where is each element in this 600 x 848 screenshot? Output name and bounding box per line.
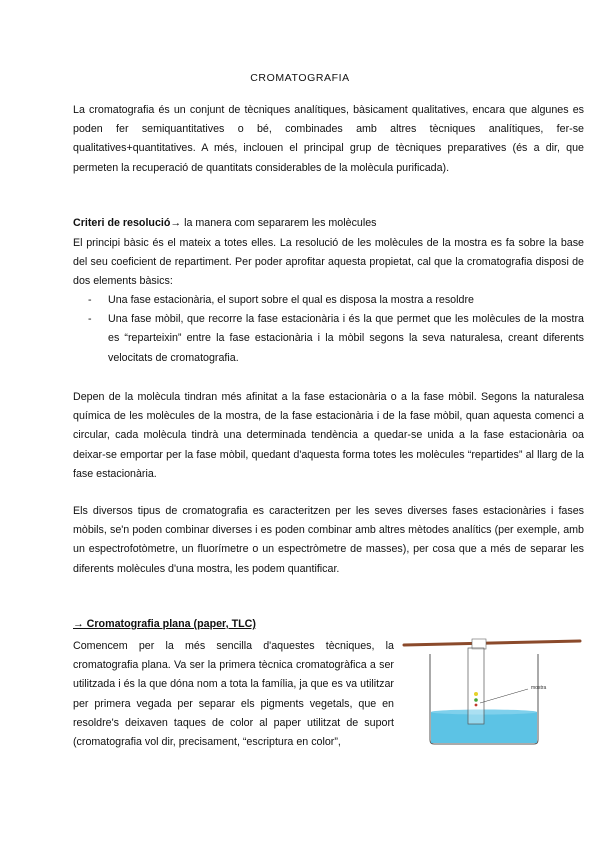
spot-red <box>475 704 478 707</box>
paper-strip <box>468 648 484 724</box>
page-title: CROMATOGRAFIA <box>250 72 350 84</box>
list-item: - Una fase estacionària, el suport sobre el qual es disposa la mostra a resoldre <box>88 291 584 310</box>
afinitat-paragraph: Depen de la molècula tindran més afinitat a la fase estacionària o a la fase mòbil. Segons la naturalesa química de les molècules de la mostra, de la fase estacionària i de la fase mòbil, quan aquesta comenci a circular, cada molècula tindrà una determinada tendència a quedar-se unida a la fase estacionària oa deixar-se emportar per la fase mòbil, quedant d'aquesta forma totes les molècules “repartides” al llarg de la fase estacionària. <box>73 391 584 480</box>
spot-green <box>474 698 478 702</box>
list-item: - Una fase mòbil, que recorre la fase estacionària i és la que permet que les molècules de la mostra es “reparteixin” entre la fase estacionària i la mòbil segons la seva naturalesa, creant diferents velocitats de cromatografia. <box>88 310 584 368</box>
label-pointer <box>480 689 528 703</box>
paper-clip <box>472 639 486 649</box>
criteri-heading-rest: → la manera com separarem les molècules <box>170 217 377 229</box>
criteri-heading <box>73 214 584 233</box>
phase-list <box>88 291 584 368</box>
criteri-heading-bold: Criteri de resolució <box>73 217 171 229</box>
chromatography-figure <box>400 636 590 746</box>
criteri-paragraph: El principi bàsic és el mateix a totes elles. La resolució de les molècules de la mostra es fa sobre la base del seu coeficient de repartiment. Per poder aprofitar aquesta propietat, cal que la cromatografia disposi de dos elements bàsics: <box>73 237 584 288</box>
spot-yellow <box>474 692 478 696</box>
support-rod <box>404 641 580 645</box>
plana-paragraph: Comencem per la més sencilla d'aquestes tècniques, la cromatografia plana. Va ser la primera tècnica cromatogràfica a ser utilitzada i és la que dóna nom a tota la família, ja que es va utilitzar per primera vegada per separar els pigments vegetals, que en resoldre's deixaven taques de color al paper utilitzat de suport (cromatografia vol dir, precisament, “escriptura en color”, <box>73 640 394 749</box>
tipus-paragraph: Els diversos tipus de cromatografia es caracteritzen per les seves diverses fases estacionàries i fases mòbils, se'n poden combinar diverses i es poden combinar amb altres mètodes analítics (per exemple, amb un espectrofotòmetre, un fluorímetre o un espectròmetre de masses), per cosa que a més de separar les diferents molècules d'una mostra, les podem quantificar. <box>73 505 584 575</box>
intro-paragraph: La cromatografia és un conjunt de tècniques analítiques, bàsicament qualitatives, encara que algunes es poden fer semiquantitatives o bé, combinades amb altres tècniques analítiques, fer-se qualitatives+quantitatives. A més, inclouen el principal grup de tècniques preparatives (és a dir, que permeten la recuperació de quantitats considerables de la molècula purificada). <box>73 104 584 174</box>
section-heading-plana: → Cromatografia plana (paper, TLC) <box>73 618 256 630</box>
figure-label: mostra <box>531 685 547 691</box>
